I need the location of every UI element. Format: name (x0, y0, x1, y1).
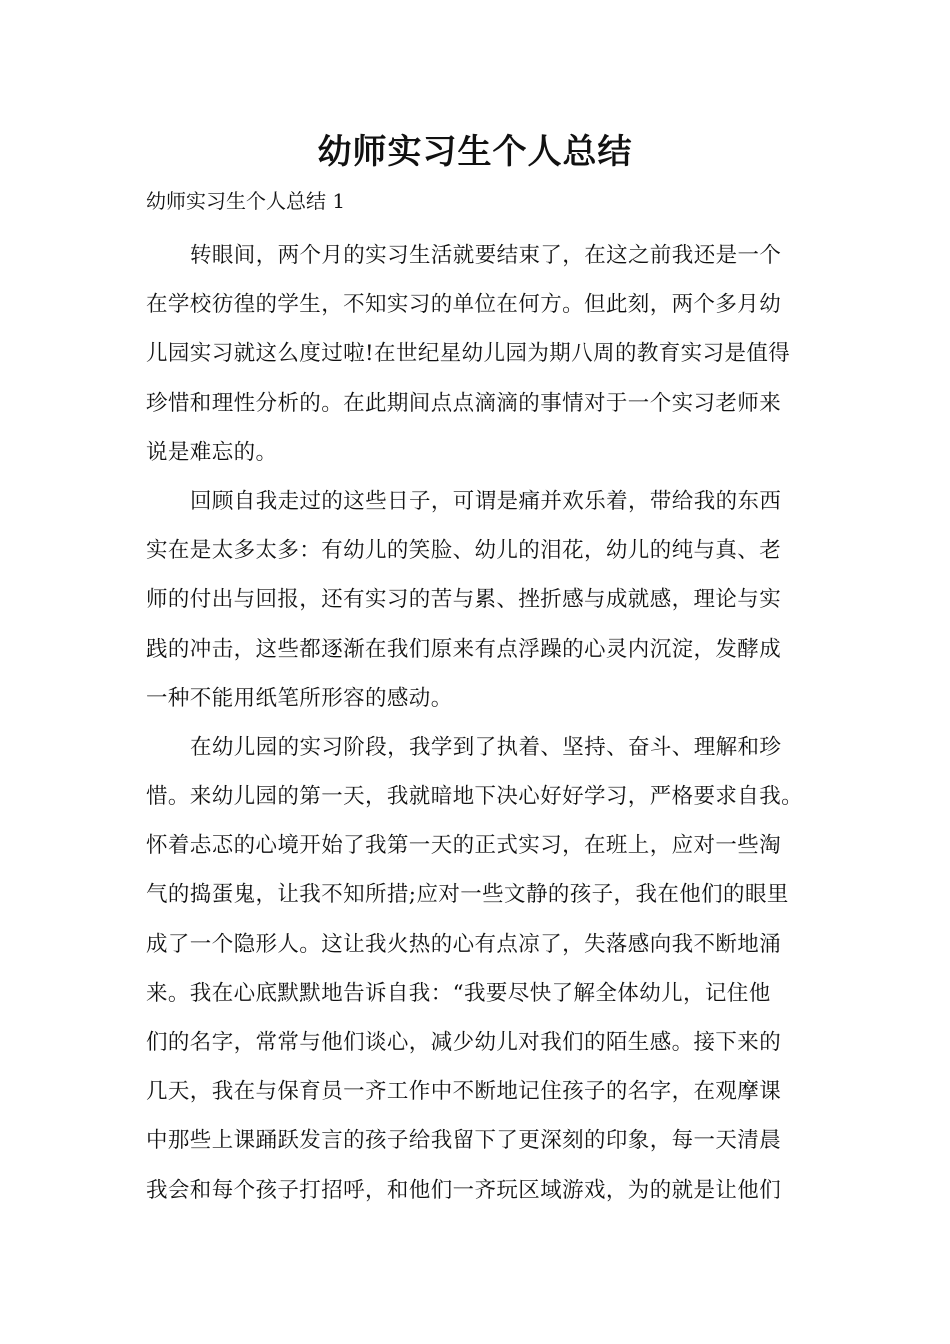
text-line: 来。我在心底默默地告诉自我：“我要尽快了解全体幼儿，记住他 (146, 980, 771, 1006)
text-line: 中那些上课踊跃发言的孩子给我留下了更深刻的印象，每一天清晨 (146, 1128, 782, 1154)
text-line: 几天，我在与保育员一齐工作中不断地记住孩子的名字，在观摩课 (146, 1079, 782, 1105)
body-text (146, 231, 822, 1215)
text-line: 回顾自我走过的这些日子，可谓是痛并欢乐着，带给我的东西 (190, 488, 782, 514)
section-heading: 幼师实习生个人总结 1 (146, 189, 346, 213)
text-line: 怀着忐忑的心境开始了我第一天的正式实习，在班上，应对一些淘 (146, 833, 782, 859)
text-line: 气的捣蛋鬼，让我不知所措;应对一些文静的孩子，我在他们的眼里 (146, 882, 789, 908)
text-line: 我会和每个孩子打招呼，和他们一齐玩区域游戏，为的就是让他们 (146, 1177, 782, 1203)
text-line: 师的付出与回报，还有实习的苦与累、挫折感与成就感，理论与实 (146, 587, 782, 613)
text-line: 说是难忘的。 (146, 439, 278, 465)
text-line: 在幼儿园的实习阶段，我学到了执着、坚持、奋斗、理解和珍 (190, 734, 782, 760)
document-title: 幼师实习生个人总结 (317, 132, 633, 172)
text-line: 们的名字，常常与他们谈心，减少幼儿对我们的陌生感。接下来的 (146, 1030, 782, 1055)
text-line: 儿园实习就这么度过啦!在世纪星幼儿园为期八周的教育实习是值得 (146, 341, 791, 367)
text-line: 珍惜和理性分析的。在此期间点点滴滴的事情对于一个实习老师来 (146, 390, 782, 416)
text-line: 一种不能用纸笔所形容的感动。 (146, 685, 453, 711)
text-line: 实在是太多太多：有幼儿的笑脸、幼儿的泪花，幼儿的纯与真、老 (146, 538, 782, 564)
text-line: 在学校彷徨的学生，不知实习的单位在何方。但此刻，两个多月幼 (146, 292, 782, 318)
text-line: 成了一个隐形人。这让我火热的心有点凉了，失落感向我不断地涌 (146, 931, 782, 957)
text-line: 惜。来幼儿园的第一天，我就暗地下决心好好学习，严格要求自我。 (146, 784, 804, 810)
text-line: 践的冲击，这些都逐渐在我们原来有点浮躁的心灵内沉淀，发酵成 (146, 636, 782, 662)
text-line: 转眼间，两个月的实习生活就要结束了，在这之前我还是一个 (190, 243, 782, 268)
